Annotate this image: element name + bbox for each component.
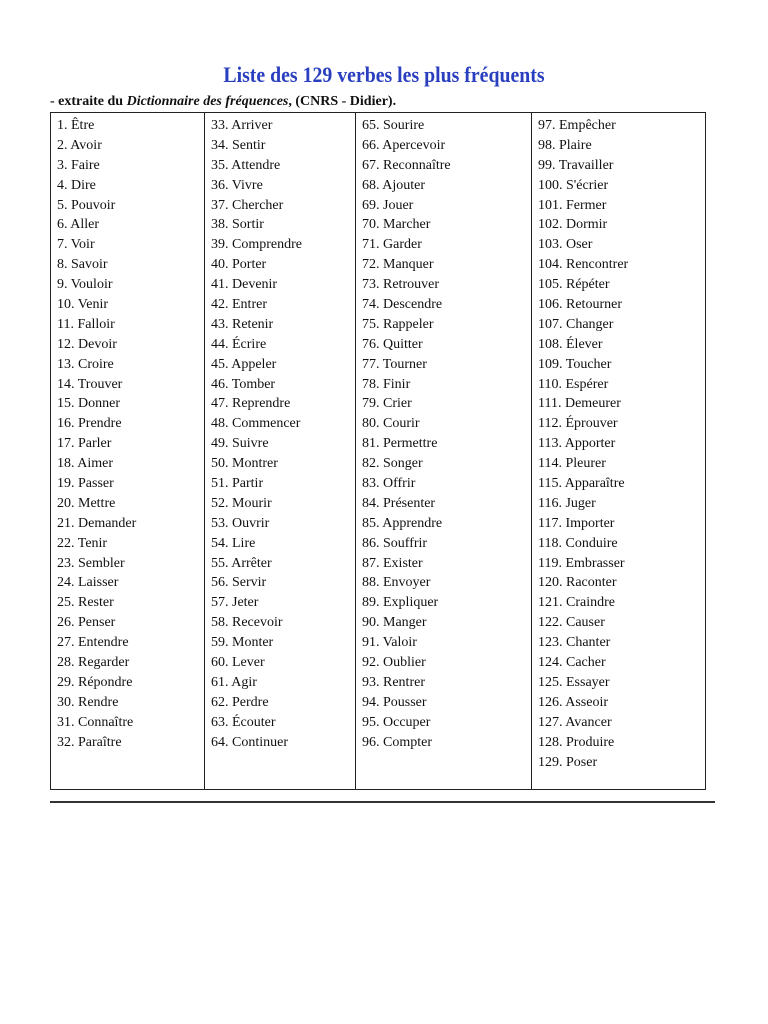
verb-item: 67. Reconnaître	[362, 157, 451, 173]
verb-item: 36. Vivre	[211, 177, 263, 193]
verb-item: 124. Cacher	[538, 655, 606, 671]
verb-item: 27. Entendre	[57, 635, 129, 651]
verb-item: 110. Espérer	[538, 376, 609, 392]
verb-item: 100. S'écrier	[538, 177, 609, 193]
verb-item: 59. Monter	[211, 635, 274, 651]
verb-item: 78. Finir	[362, 376, 411, 392]
verb-item: 30. Rendre	[57, 694, 119, 710]
verb-item: 115. Apparaître	[538, 476, 625, 492]
verb-item: 106. Retourner	[538, 297, 622, 313]
verb-item: 69. Jouer	[362, 197, 414, 213]
verb-item: 26. Penser	[57, 615, 116, 631]
verb-item: 63. Écouter	[211, 714, 276, 730]
verb-item: 65. Sourire	[362, 118, 425, 133]
verb-item: 46. Tomber	[211, 376, 276, 392]
verb-item: 61. Agir	[211, 674, 257, 690]
verb-item: 83. Offrir	[362, 476, 416, 492]
verb-item: 43. Retenir	[211, 316, 274, 332]
verb-item: 108. Élever	[538, 336, 603, 352]
verb-item: 126. Asseoir	[538, 694, 608, 710]
verb-item: 49. Suivre	[211, 436, 269, 452]
verb-item: 120. Raconter	[538, 575, 617, 591]
verb-item: 95. Occuper	[362, 714, 431, 730]
verb-item: 45. Appeler	[211, 356, 277, 372]
verb-item: 19. Passer	[57, 476, 114, 492]
verb-item: 71. Garder	[362, 237, 422, 253]
verb-item: 53. Ouvrir	[211, 515, 270, 531]
verb-item: 23. Sembler	[57, 555, 125, 571]
verb-item: 7. Voir	[57, 237, 95, 253]
verb-item: 5. Pouvoir	[57, 197, 116, 213]
verb-item: 92. Oublier	[362, 655, 426, 671]
verb-item: 33. Arriver	[211, 118, 273, 133]
verb-column-2	[205, 113, 356, 789]
page-title: Liste des 129 verbes les plus fréquents	[223, 62, 545, 87]
verb-item: 84. Présenter	[362, 495, 436, 511]
verb-item: 58. Recevoir	[211, 615, 283, 631]
verb-item: 6. Aller	[57, 217, 99, 233]
verb-item: 94. Pousser	[362, 694, 427, 710]
verb-item: 97. Empêcher	[538, 118, 616, 133]
verb-item: 74. Descendre	[362, 297, 443, 313]
verb-item: 99. Travailler	[538, 157, 614, 173]
verb-item: 75. Rappeler	[362, 316, 434, 332]
verb-item: 90. Manger	[362, 615, 427, 631]
verb-item: 88. Envoyer	[362, 575, 431, 591]
verb-item: 119. Embrasser	[538, 555, 625, 571]
verb-item: 15. Donner	[57, 396, 120, 412]
verb-item: 103. Oser	[538, 237, 593, 253]
verb-item: 35. Attendre	[211, 157, 281, 173]
subtitle-book: Dictionnaire des fréquences	[126, 94, 289, 109]
verb-item: 32. Paraître	[57, 734, 122, 750]
verb-item: 56. Servir	[211, 575, 267, 591]
subtitle-prefix: - extraite du	[50, 94, 127, 109]
verb-item: 55. Arrêter	[211, 555, 272, 571]
verb-item: 114. Pleurer	[538, 456, 606, 472]
verb-item: 86. Souffrir	[362, 535, 428, 551]
verb-item: 102. Dormir	[538, 217, 608, 233]
verb-item: 121. Craindre	[538, 595, 615, 611]
verb-item: 4. Dire	[57, 177, 96, 193]
verb-item: 48. Commencer	[211, 416, 301, 432]
verb-item: 81. Permettre	[362, 436, 438, 452]
verb-item: 112. Éprouver	[538, 416, 618, 432]
verb-item: 123. Chanter	[538, 635, 611, 651]
verb-item: 128. Produire	[538, 734, 615, 750]
verb-item: 107. Changer	[538, 316, 614, 332]
verb-item: 54. Lire	[211, 535, 256, 551]
verb-item: 85. Apprendre	[362, 515, 443, 531]
verb-item: 116. Juger	[538, 495, 596, 511]
verb-item: 31. Connaître	[57, 714, 134, 730]
verb-item: 80. Courir	[362, 416, 420, 432]
verb-item: 66. Apercevoir	[362, 137, 446, 153]
verb-item: 82. Songer	[362, 456, 423, 472]
verb-item: 28. Regarder	[57, 655, 130, 671]
verb-item: 44. Écrire	[211, 336, 267, 352]
subtitle	[50, 94, 396, 110]
verb-item: 11. Falloir	[57, 316, 115, 332]
verb-item: 1. Être	[57, 118, 95, 133]
verb-item: 72. Manquer	[362, 257, 434, 273]
verb-item: 13. Croire	[57, 356, 114, 372]
verb-item: 8. Savoir	[57, 257, 108, 273]
verb-item: 105. Répéter	[538, 277, 610, 293]
verb-item: 93. Rentrer	[362, 674, 425, 690]
verb-item: 109. Toucher	[538, 356, 612, 372]
verb-item: 98. Plaire	[538, 137, 592, 153]
verb-item: 41. Devenir	[211, 277, 278, 293]
verb-item: 29. Répondre	[57, 674, 133, 690]
verb-item: 125. Essayer	[538, 674, 610, 690]
verb-item: 73. Retrouver	[362, 277, 439, 293]
verb-item: 37. Chercher	[211, 197, 284, 213]
verb-item: 3. Faire	[57, 157, 100, 173]
verb-item: 51. Partir	[211, 476, 264, 492]
bottom-rule	[50, 801, 715, 803]
verb-item: 68. Ajouter	[362, 177, 425, 193]
verb-item: 39. Comprendre	[211, 237, 302, 253]
verb-item: 60. Lever	[211, 655, 265, 671]
verb-item: 52. Mourir	[211, 495, 272, 511]
verb-item: 42. Entrer	[211, 297, 267, 313]
verb-item: 25. Rester	[57, 595, 114, 611]
verb-item: 79. Crier	[362, 396, 412, 412]
verb-table	[50, 112, 706, 790]
verb-item: 87. Exister	[362, 555, 423, 571]
verb-item: 62. Perdre	[211, 694, 269, 710]
verb-item: 24. Laisser	[57, 575, 119, 591]
verb-item: 12. Devoir	[57, 336, 117, 352]
verb-item: 129. Poser	[538, 754, 598, 770]
verb-item: 16. Prendre	[57, 416, 122, 432]
verb-column-1	[51, 113, 205, 789]
verb-item: 64. Continuer	[211, 734, 288, 750]
verb-item: 20. Mettre	[57, 495, 116, 511]
verb-item: 9. Vouloir	[57, 277, 113, 293]
verb-item: 76. Quitter	[362, 336, 423, 352]
verb-item: 21. Demander	[57, 515, 137, 531]
verb-item: 91. Valoir	[362, 635, 417, 651]
verb-item: 18. Aimer	[57, 456, 113, 472]
verb-item: 104. Rencontrer	[538, 257, 629, 273]
verb-item: 57. Jeter	[211, 595, 259, 611]
verb-item: 2. Avoir	[57, 137, 102, 153]
verb-item: 34. Sentir	[211, 137, 266, 153]
verb-item: 127. Avancer	[538, 714, 612, 730]
verb-item: 113. Apporter	[538, 436, 616, 452]
verb-item: 111. Demeurer	[538, 396, 621, 412]
verb-item: 101. Fermer	[538, 197, 607, 213]
verb-item: 22. Tenir	[57, 535, 108, 551]
verb-item: 10. Venir	[57, 297, 109, 313]
verb-item: 77. Tourner	[362, 356, 427, 372]
verb-item: 118. Conduire	[538, 535, 618, 551]
verb-item: 117. Importer	[538, 515, 615, 531]
verb-item: 89. Expliquer	[362, 595, 439, 611]
verb-item: 17. Parler	[57, 436, 112, 452]
verb-item: 50. Montrer	[211, 456, 278, 472]
verb-item: 96. Compter	[362, 734, 432, 750]
verb-item: 14. Trouver	[57, 376, 123, 392]
verb-column-3	[356, 113, 532, 789]
verb-column-4	[532, 113, 705, 789]
verb-item: 47. Reprendre	[211, 396, 291, 412]
subtitle-suffix: , (CNRS - Didier).	[288, 94, 397, 109]
verb-item: 122. Causer	[538, 615, 605, 631]
verb-item: 38. Sortir	[211, 217, 264, 233]
verb-item: 70. Marcher	[362, 217, 431, 233]
verb-item: 40. Porter	[211, 257, 267, 273]
